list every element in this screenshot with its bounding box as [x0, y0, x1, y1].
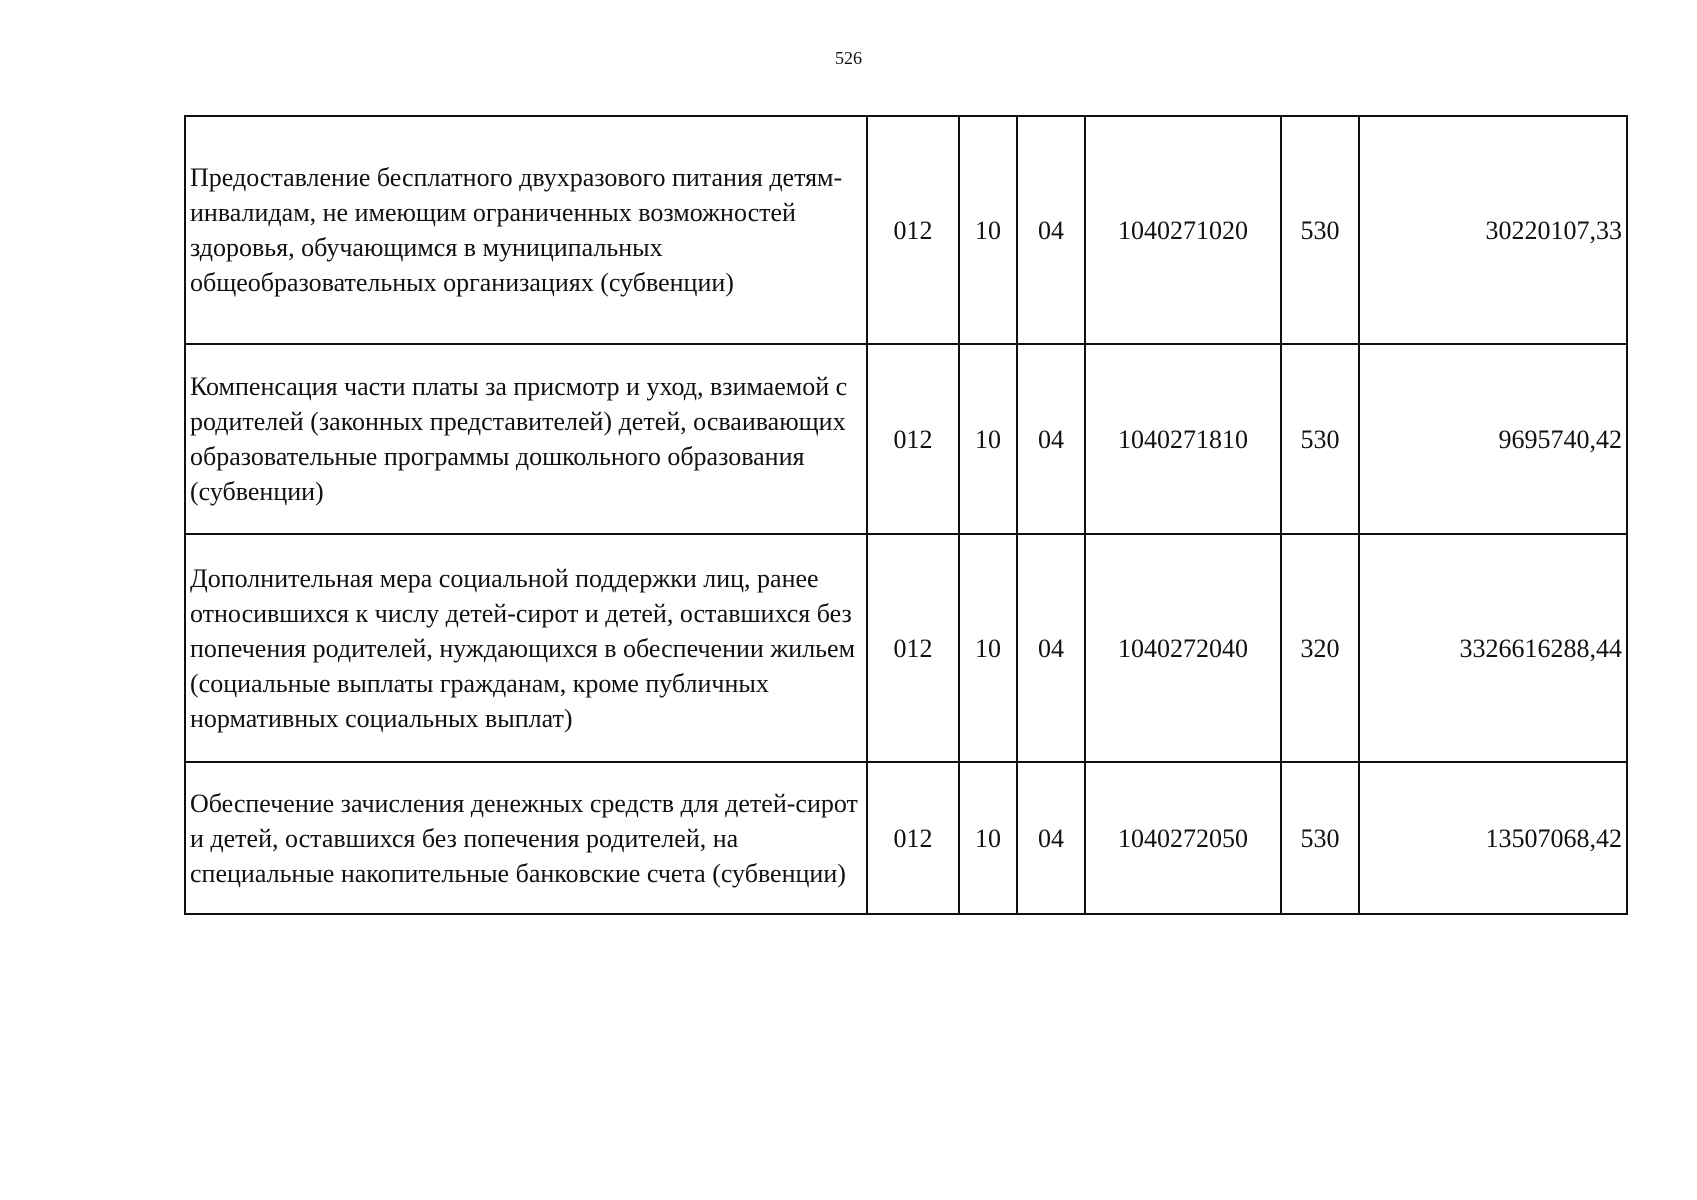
table-row: [185, 762, 1627, 914]
target-article-code: 1040272040: [1085, 534, 1281, 762]
ministry-code: 012: [867, 534, 959, 762]
section-code: 10: [959, 116, 1017, 344]
amount-value: 3326616288,44: [1359, 534, 1627, 762]
ministry-code: 012: [867, 116, 959, 344]
ministry-code: 012: [867, 344, 959, 534]
subsection-code: 04: [1017, 762, 1085, 914]
budget-table: [184, 115, 1628, 915]
amount-value: 13507068,42: [1359, 762, 1627, 914]
subsection-code: 04: [1017, 116, 1085, 344]
table-row: [185, 534, 1627, 762]
page-number: 526: [835, 48, 862, 68]
target-article-code: 1040272050: [1085, 762, 1281, 914]
table-row: [185, 344, 1627, 534]
expense-type-code: 530: [1281, 344, 1359, 534]
expense-type-code: 320: [1281, 534, 1359, 762]
row-description: Обеспечение зачисления денежных средств для детей-сирот и детей, оставшихся без попечения родителей, на специальные накопительные банковские счета (субвенции): [185, 762, 867, 914]
subsection-code: 04: [1017, 534, 1085, 762]
section-code: 10: [959, 344, 1017, 534]
section-code: 10: [959, 534, 1017, 762]
expense-type-code: 530: [1281, 116, 1359, 344]
target-article-code: 1040271810: [1085, 344, 1281, 534]
subsection-code: 04: [1017, 344, 1085, 534]
row-description: Предоставление бесплатного двухразового питания детям-инвалидам, не имеющим ограниченных возможностей здоровья, обучающимся в муниципальных общеобразовательных организациях (субвенции): [185, 116, 867, 344]
section-code: 10: [959, 762, 1017, 914]
row-description: Дополнительная мера социальной поддержки лиц, ранее относившихся к числу детей-сирот и детей, оставшихся без попечения родителей, нуждающихся в обеспечении жильем (социальные выплаты гражданам, кроме публичных нормативных социальных выплат): [185, 534, 867, 762]
table-row: [185, 116, 1627, 344]
ministry-code: 012: [867, 762, 959, 914]
amount-value: 9695740,42: [1359, 344, 1627, 534]
target-article-code: 1040271020: [1085, 116, 1281, 344]
expense-type-code: 530: [1281, 762, 1359, 914]
amount-value: 30220107,33: [1359, 116, 1627, 344]
row-description: Компенсация части платы за присмотр и уход, взимаемой с родителей (законных представителей) детей, осваивающих образовательные программы дошкольного образования (субвенции): [185, 344, 867, 534]
